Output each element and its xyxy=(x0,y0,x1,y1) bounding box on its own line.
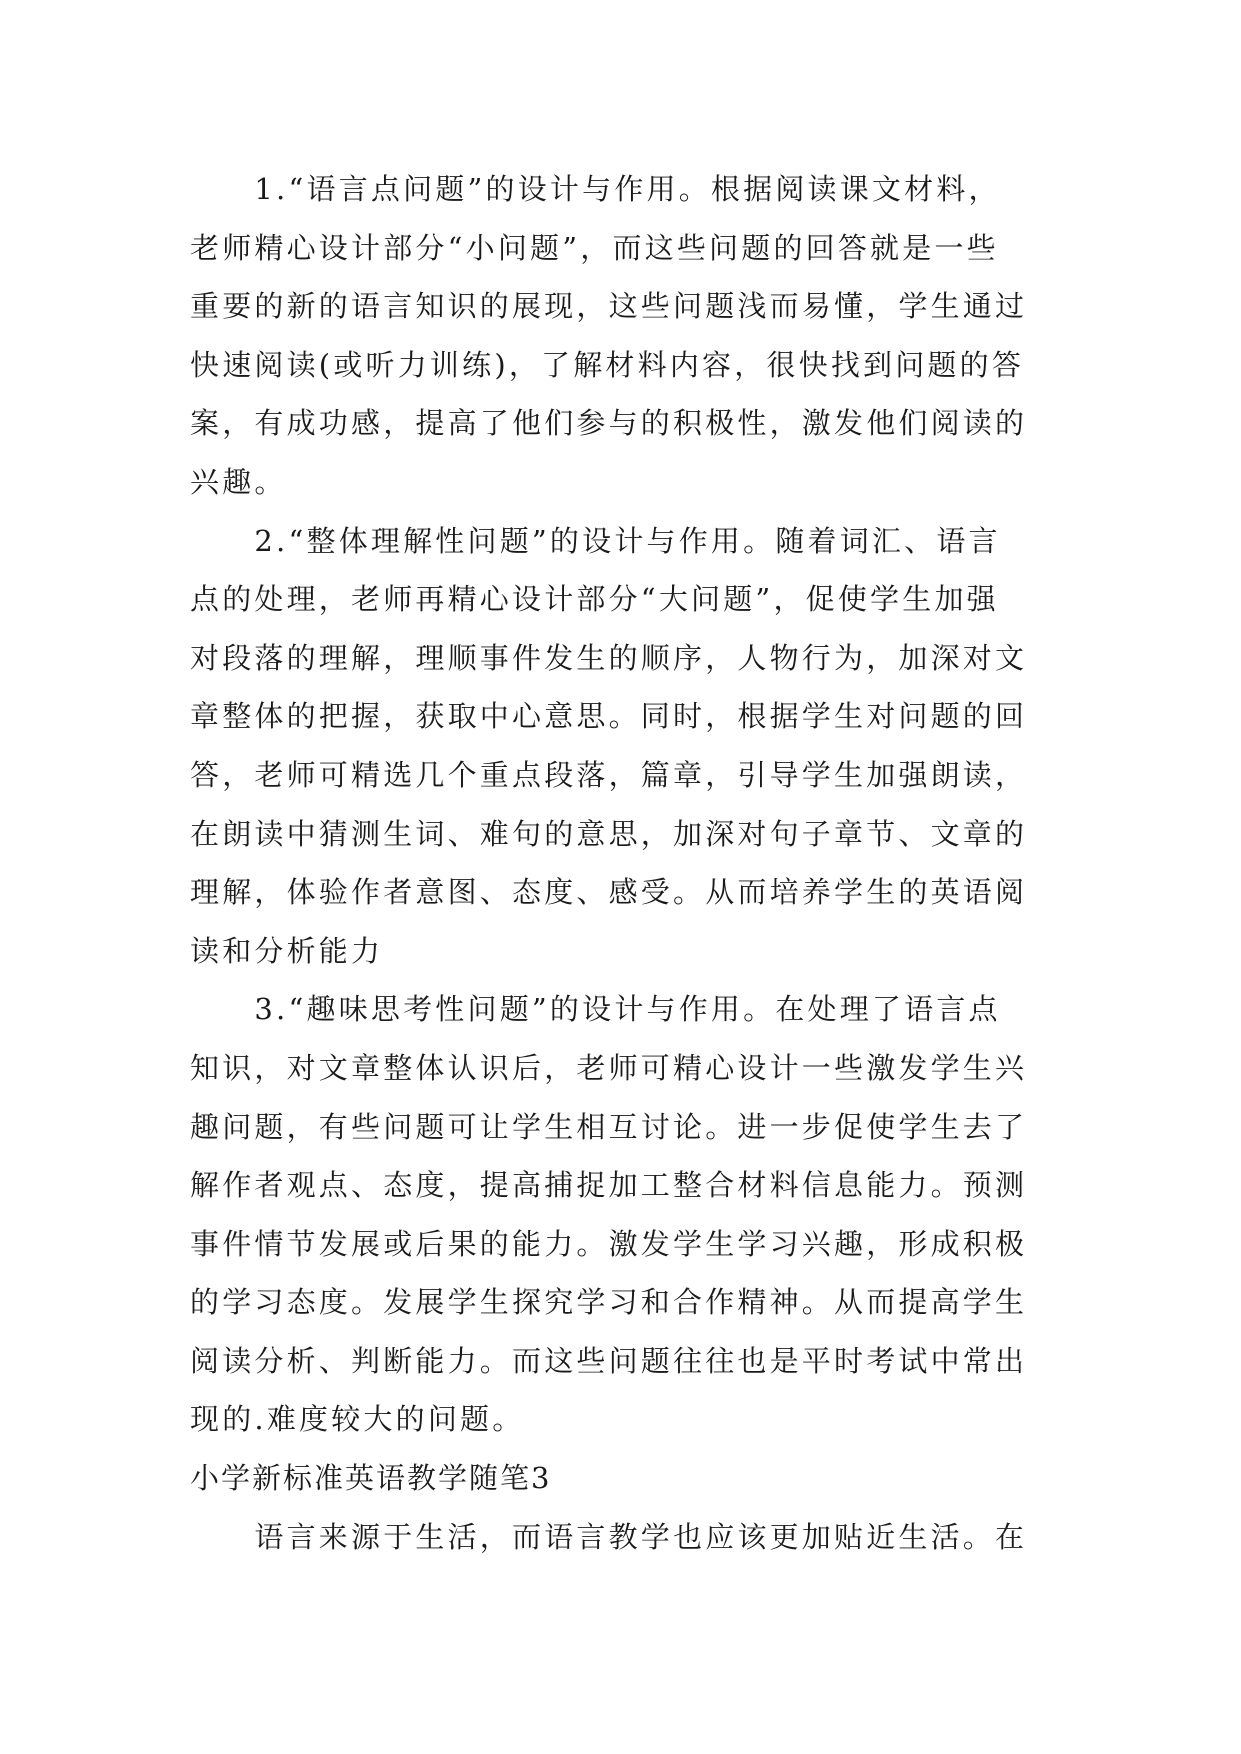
paragraph-3-line-5: 事件情节发展或后果的能力。激发学生学习兴趣，形成积极 xyxy=(190,1226,1028,1261)
section-heading: 小学新标准英语教学随笔3 xyxy=(190,1461,552,1496)
paragraph-3-line-7: 阅读分析、判断能力。而这些问题往往也是平时考试中常出 xyxy=(190,1343,1028,1378)
paragraph-1-line-4: 快速阅读(或听力训练)，了解材料内容，很快找到问题的答 xyxy=(190,347,1025,382)
paragraph-2-line-4: 章整体的把握，获取中心意思。同时，根据学生对问题的回 xyxy=(190,699,1028,734)
paragraph-2-line-3: 对段落的理解，理顺事件发生的顺序，人物行为，加深对文 xyxy=(190,640,1028,675)
paragraph-1-line-1: 1.“语言点问题”的设计与作用。根据阅读课文材料， xyxy=(190,172,1001,206)
paragraph-3-line-1: 3.“趣味思考性问题”的设计与作用。在处理了语言点 xyxy=(190,992,1001,1027)
paragraph-2-line-1: 2.“整体理解性问题”的设计与作用。随着词汇、语言 xyxy=(190,523,1001,558)
paragraph-2-line-8: 读和分析能力 xyxy=(190,933,384,968)
document-body xyxy=(190,160,1050,1566)
paragraph-4-line-1: 语言来源于生活，而语言教学也应该更加贴近生活。在 xyxy=(190,1519,1028,1554)
paragraph-1-line-6: 兴趣。 xyxy=(190,464,287,499)
paragraph-1-line-2: 老师精心设计部分“小问题”，而这些问题的回答就是一些 xyxy=(190,230,999,265)
paragraph-2-line-7: 理解，体验作者意图、态度、感受。从而培养学生的英语阅 xyxy=(190,875,1028,910)
paragraph-2-line-5: 答，老师可精选几个重点段落，篇章，引导学生加强朗读， xyxy=(190,757,1028,792)
paragraph-3-line-3: 趣问题，有些问题可让学生相互讨论。进一步促使学生去了 xyxy=(190,1109,1028,1144)
paragraph-3-line-6: 的学习态度。发展学生探究学习和合作精神。从而提高学生 xyxy=(190,1285,1028,1320)
paragraph-2-line-6: 在朗读中猜测生词、难句的意思，加深对句子章节、文章的 xyxy=(190,816,1028,851)
paragraph-3-line-4: 解作者观点、态度，提高捕捉加工整合材料信息能力。预测 xyxy=(190,1168,1028,1203)
paragraph-1-line-3: 重要的新的语言知识的展现，这些问题浅而易懂，学生通过 xyxy=(190,289,1028,324)
paragraph-2-line-2: 点的处理，老师再精心设计部分“大问题”，促使学生加强 xyxy=(190,582,999,617)
paragraph-3-line-2: 知识，对文章整体认识后，老师可精心设计一些激发学生兴 xyxy=(190,1050,1028,1085)
paragraph-1-line-5: 案，有成功感，提高了他们参与的积极性，激发他们阅读的 xyxy=(190,406,1028,441)
paragraph-3-line-8: 现的.难度较大的问题。 xyxy=(190,1402,525,1437)
